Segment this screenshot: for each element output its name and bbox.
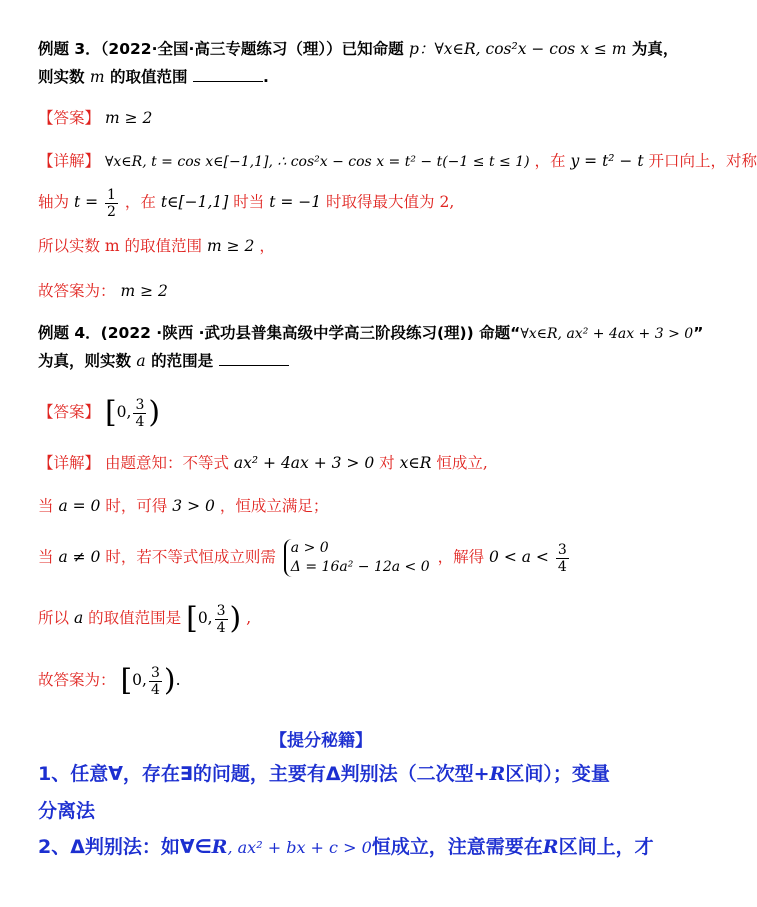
ex4-line2-text2: 的范围是 xyxy=(151,352,214,370)
ex4-d4-comma: , xyxy=(246,609,252,627)
ex3-detail2-e: t = −1 xyxy=(269,193,322,211)
ex4-d4-left: 0, xyxy=(197,609,213,627)
frac-den: 4 xyxy=(150,681,160,698)
ex3-detail-math: ∀x∈R, t = cos x∈[−1,1], ∴ cos²x − cos x = t² − t(−1 ≤ t ≤ 1) xyxy=(104,154,530,170)
ex4-d2-text: 当 xyxy=(38,497,54,515)
ex3-blank xyxy=(193,67,263,82)
ex4-d4-text2: 的取值范围是 xyxy=(88,609,182,627)
tips-p2a: 2、Δ判别法：如∀∈ xyxy=(38,836,212,858)
frac-den: 4 xyxy=(557,558,567,575)
ex4-blank xyxy=(219,351,289,366)
ex4-d1-text3: 恒成立, xyxy=(436,454,488,472)
ex4-final-left: 0, xyxy=(132,671,147,689)
frac-num: 1 xyxy=(107,186,116,203)
ex3-detail-math2: y = t² − t xyxy=(570,152,644,170)
tips-p1a: 1、任意∀，存在∃的问题，主要有Δ判别法（二次型+ xyxy=(38,763,490,785)
left-bracket-icon: [ xyxy=(104,395,117,430)
ex3-conc-comma: ， xyxy=(259,237,275,255)
ex3-answer xyxy=(38,107,152,129)
ex4-final-period: . xyxy=(175,671,181,689)
ex4-detail-line4 xyxy=(38,598,251,638)
fraction-half xyxy=(105,187,118,220)
ex3-title: 例题 3．（2022·全国·高三专题练习（理））已知命题 xyxy=(38,40,404,58)
frac-den: 2 xyxy=(107,203,116,220)
tips-p2m: , ax² + bx + c > 0 xyxy=(227,838,372,857)
ex3-final-text: 故答案为： xyxy=(38,282,116,300)
tips-p2r: R xyxy=(211,836,228,858)
ex3-question-line2 xyxy=(38,66,269,88)
ex4-answer-left: 0, xyxy=(116,403,132,421)
ex3-conc-math: m ≥ 2 xyxy=(207,237,255,255)
ex3-suffix: 为真， xyxy=(631,40,679,58)
ex4-system xyxy=(284,539,430,577)
tips-p1r: R xyxy=(489,763,506,785)
frac-den: 4 xyxy=(216,619,226,636)
right-paren-icon: ) xyxy=(148,395,161,430)
ex4-detail-line3 xyxy=(38,535,571,579)
ex4-d3-text: 当 xyxy=(38,548,54,566)
ex3-detail2-t: t = xyxy=(73,193,99,211)
ex4-d3-math2: 0 < a < xyxy=(489,548,549,566)
ex4-d2-text3: ，恒成立满足； xyxy=(219,497,329,515)
ex4-var: a xyxy=(136,352,146,370)
ex3-detail-line2 xyxy=(38,184,454,220)
ex4-d4-math: a xyxy=(73,609,84,627)
ex4-d2-text2: 时，可得 xyxy=(105,497,168,515)
ex3-period: . xyxy=(262,68,269,86)
ex4-d1-math: ax² + 4ax + 3 > 0 xyxy=(233,454,375,472)
tips-p1b: 区间）；变量 xyxy=(505,763,610,785)
ex4-final xyxy=(38,660,181,700)
ex3-line2-text2: 的取值范围 xyxy=(110,68,188,86)
ex4-question-line1 xyxy=(38,322,703,345)
tips-point2-line1 xyxy=(38,833,654,862)
ex4-question-line2 xyxy=(38,350,289,372)
ex4-d1-text: 由题意知：不等式 xyxy=(104,454,229,472)
fraction-three-quarters xyxy=(556,542,569,575)
ex4-d4-text: 所以 xyxy=(38,609,70,627)
ex3-detail2-c: t∈[−1,1] xyxy=(160,193,229,211)
tips-p2c: 区间上，才 xyxy=(558,836,654,858)
ex3-answer-value: m ≥ 2 xyxy=(104,109,153,127)
ex4-condition: ∀x∈R, ax² + 4ax + 3 > 0 xyxy=(520,326,694,342)
frac-den: 4 xyxy=(135,413,145,430)
frac-num: 3 xyxy=(557,541,567,558)
frac-num: 3 xyxy=(135,396,145,413)
ex3-var: m xyxy=(89,68,105,86)
ex4-final-text: 故答案为： xyxy=(38,671,116,689)
ex4-d3-math: a ≠ 0 xyxy=(58,548,101,566)
ex3-detail2-d: 时当 xyxy=(233,193,265,211)
fraction-three-quarters xyxy=(149,665,162,698)
ex3-final-math: m ≥ 2 xyxy=(120,282,168,300)
tips-p2r2: R xyxy=(542,836,559,858)
tips-p2b: 恒成立，注意需要在 xyxy=(371,836,543,858)
ex3-detail2-f: 时取得最大值为 2, xyxy=(326,193,455,211)
frac-num: 3 xyxy=(216,602,226,619)
ex3-detail-text2: 开口向上，对称 xyxy=(648,152,757,170)
ex4-detail-line1 xyxy=(38,452,488,474)
ex3-detail2-a: 轴为 xyxy=(38,193,70,211)
tips-point1-line1 xyxy=(38,760,610,788)
ex3-detail2-b: ，在 xyxy=(124,193,156,211)
ex4-d3-text2: 时，若不等式恒成立则需 xyxy=(105,548,276,566)
left-bracket-icon: [ xyxy=(120,663,133,698)
left-bracket-icon: [ xyxy=(186,601,198,636)
right-paren-icon: ) xyxy=(229,601,242,636)
fraction-three-quarters xyxy=(215,603,228,636)
tips-point1-line2 xyxy=(38,797,95,825)
ex3-line2-text: 则实数 xyxy=(38,68,85,86)
ex4-d3-text3: ，解得 xyxy=(437,548,485,566)
ex4-answer-tag: 【答案】 xyxy=(38,403,101,421)
ex4-detail-line2 xyxy=(38,495,328,517)
tips-title: 【提分秘籍】 xyxy=(270,731,372,751)
ex4-title-end: ” xyxy=(693,324,704,342)
ex3-conc-text: 所以实数 m 的取值范围 xyxy=(38,237,203,255)
ex3-condition: p：∀x∈R, cos²x − cos x ≤ m xyxy=(409,40,627,58)
frac-num: 3 xyxy=(150,664,160,681)
sys-line2: Δ = 16a² − 12a < 0 xyxy=(290,559,430,575)
ex3-detail-text: ，在 xyxy=(534,152,566,170)
ex3-detail-line1 xyxy=(38,150,757,173)
right-paren-icon: ) xyxy=(163,663,176,698)
ex4-d2-math: a = 0 xyxy=(58,497,101,515)
sys-line1: a > 0 xyxy=(290,540,329,556)
fraction-three-quarters xyxy=(133,397,146,430)
tips-p1c: 分离法 xyxy=(38,800,96,822)
ex4-line2-text: 为真，则实数 xyxy=(38,352,132,370)
ex3-final xyxy=(38,280,168,302)
ex3-conclusion xyxy=(38,235,275,257)
ex3-answer-tag: 【答案】 xyxy=(38,109,101,127)
ex4-d1-text2: 对 xyxy=(379,454,395,472)
ex3-detail-tag: 【详解】 xyxy=(38,152,101,170)
ex4-title: 例题 4．(2022 ·陕西 ·武功县普集高级中学高三阶段练习(理)) 命题“ xyxy=(38,324,521,342)
ex3-question-line1 xyxy=(38,38,678,60)
ex4-d2-math2: 3 > 0 xyxy=(172,497,215,515)
ex4-d1-math2: x∈R xyxy=(399,454,432,472)
ex4-detail-tag: 【详解】 xyxy=(38,454,101,472)
ex4-answer xyxy=(38,392,160,432)
